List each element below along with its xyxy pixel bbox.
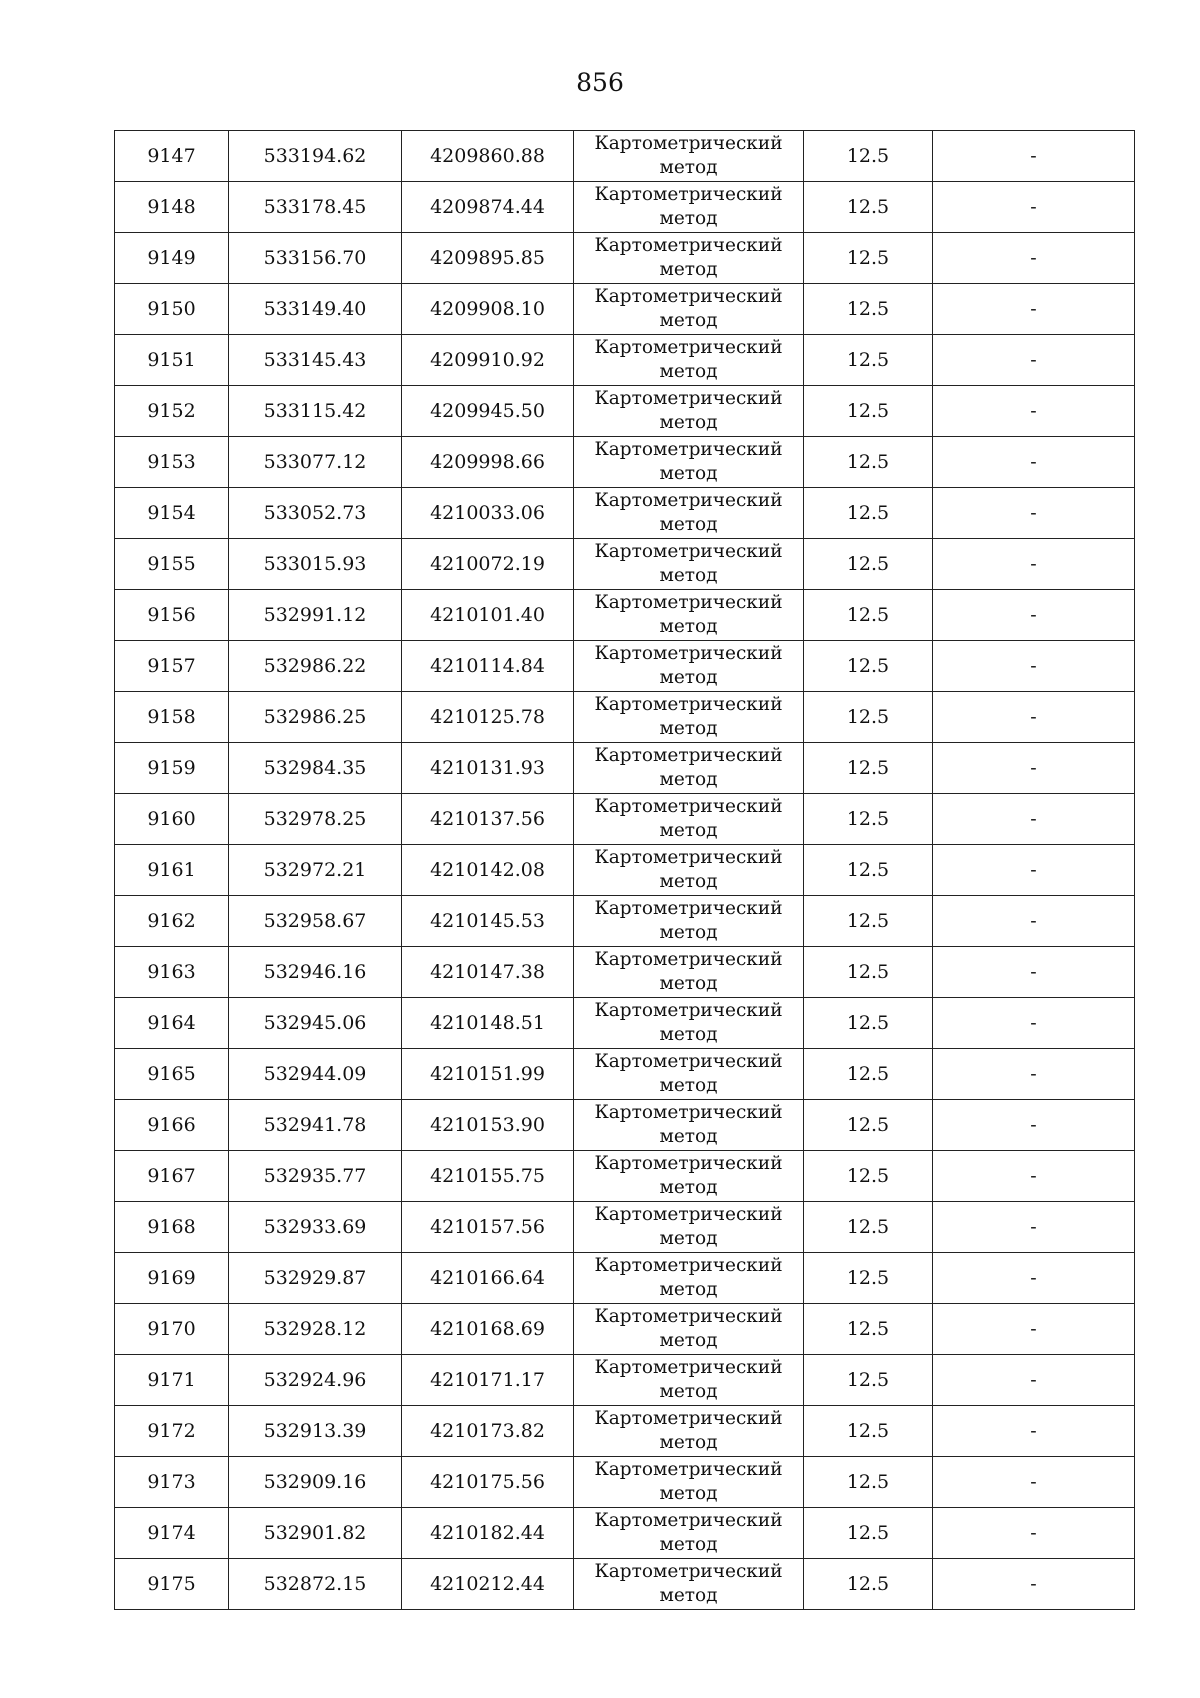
y-coordinate-cell: 4209860.88 [402, 131, 574, 182]
method-cell [574, 1457, 804, 1508]
method-text-line: метод [659, 1177, 718, 1198]
table-row [115, 692, 1135, 743]
point-number-cell: 9158 [115, 692, 229, 743]
method-text-line: метод [659, 1585, 718, 1606]
point-number-cell: 9157 [115, 641, 229, 692]
point-number-cell: 9153 [115, 437, 229, 488]
note-cell: - [933, 182, 1135, 233]
x-coordinate-cell: 533194.62 [229, 131, 402, 182]
table-row [115, 1049, 1135, 1100]
method-text-line: метод [659, 565, 718, 586]
point-number-cell: 9152 [115, 386, 229, 437]
table-row [115, 998, 1135, 1049]
x-coordinate-cell: 532924.96 [229, 1355, 402, 1406]
accuracy-value-cell: 12.5 [804, 1304, 933, 1355]
accuracy-value-cell: 12.5 [804, 641, 933, 692]
note-cell: - [933, 1406, 1135, 1457]
point-number-cell: 9155 [115, 539, 229, 590]
table-row [115, 488, 1135, 539]
y-coordinate-cell: 4210131.93 [402, 743, 574, 794]
point-number-cell: 9170 [115, 1304, 229, 1355]
y-coordinate-cell: 4210173.82 [402, 1406, 574, 1457]
y-coordinate-cell: 4210033.06 [402, 488, 574, 539]
method-text-line: метод [659, 1075, 718, 1096]
table-row [115, 743, 1135, 794]
note-cell: - [933, 1355, 1135, 1406]
point-number-cell: 9159 [115, 743, 229, 794]
table-body [115, 131, 1135, 1610]
method-text-line: Картометрический [594, 1306, 783, 1327]
method-text-line: метод [659, 820, 718, 841]
point-number-cell: 9166 [115, 1100, 229, 1151]
y-coordinate-cell: 4210157.56 [402, 1202, 574, 1253]
accuracy-value-cell: 12.5 [804, 1202, 933, 1253]
y-coordinate-cell: 4210153.90 [402, 1100, 574, 1151]
method-text-line: Картометрический [594, 1408, 783, 1429]
table-row [115, 1202, 1135, 1253]
table-row [115, 1253, 1135, 1304]
method-text-line: метод [659, 259, 718, 280]
y-coordinate-cell: 4209945.50 [402, 386, 574, 437]
x-coordinate-cell: 532946.16 [229, 947, 402, 998]
point-number-cell: 9148 [115, 182, 229, 233]
x-coordinate-cell: 532945.06 [229, 998, 402, 1049]
method-cell [574, 182, 804, 233]
point-number-cell: 9150 [115, 284, 229, 335]
y-coordinate-cell: 4209895.85 [402, 233, 574, 284]
x-coordinate-cell: 532935.77 [229, 1151, 402, 1202]
method-text-line: метод [659, 1228, 718, 1249]
note-cell: - [933, 743, 1135, 794]
x-coordinate-cell: 532929.87 [229, 1253, 402, 1304]
method-cell [574, 896, 804, 947]
x-coordinate-cell: 532978.25 [229, 794, 402, 845]
x-coordinate-cell: 532986.22 [229, 641, 402, 692]
method-text-line: Картометрический [594, 1051, 783, 1072]
method-text-line: Картометрический [594, 1510, 783, 1531]
method-cell [574, 1304, 804, 1355]
method-text-line: Картометрический [594, 133, 783, 154]
table-row [115, 539, 1135, 590]
method-text-line: метод [659, 1381, 718, 1402]
method-text-line: метод [659, 1024, 718, 1045]
accuracy-value-cell: 12.5 [804, 590, 933, 641]
note-cell: - [933, 437, 1135, 488]
point-number-cell: 9167 [115, 1151, 229, 1202]
method-text-line: Картометрический [594, 1255, 783, 1276]
accuracy-value-cell: 12.5 [804, 1457, 933, 1508]
y-coordinate-cell: 4210148.51 [402, 998, 574, 1049]
point-number-cell: 9171 [115, 1355, 229, 1406]
method-text-line: метод [659, 1126, 718, 1147]
method-text-line: метод [659, 361, 718, 382]
y-coordinate-cell: 4210155.75 [402, 1151, 574, 1202]
x-coordinate-cell: 532901.82 [229, 1508, 402, 1559]
note-cell: - [933, 1151, 1135, 1202]
method-cell [574, 1559, 804, 1610]
accuracy-value-cell: 12.5 [804, 488, 933, 539]
table-row [115, 1508, 1135, 1559]
accuracy-value-cell: 12.5 [804, 1406, 933, 1457]
method-cell [574, 1355, 804, 1406]
x-coordinate-cell: 532928.12 [229, 1304, 402, 1355]
method-text-line: Картометрический [594, 490, 783, 511]
method-cell [574, 1100, 804, 1151]
x-coordinate-cell: 532986.25 [229, 692, 402, 743]
method-cell [574, 1049, 804, 1100]
y-coordinate-cell: 4210166.64 [402, 1253, 574, 1304]
method-text-line: метод [659, 871, 718, 892]
accuracy-value-cell: 12.5 [804, 1100, 933, 1151]
page-number: 856 [576, 68, 624, 97]
method-text-line: Картометрический [594, 1459, 783, 1480]
accuracy-value-cell: 12.5 [804, 1253, 933, 1304]
method-cell [574, 845, 804, 896]
method-text-line: Картометрический [594, 1153, 783, 1174]
point-number-cell: 9172 [115, 1406, 229, 1457]
table-row [115, 131, 1135, 182]
method-cell [574, 692, 804, 743]
coordinates-table [114, 130, 1135, 1610]
point-number-cell: 9165 [115, 1049, 229, 1100]
note-cell: - [933, 1049, 1135, 1100]
x-coordinate-cell: 532872.15 [229, 1559, 402, 1610]
table-row [115, 182, 1135, 233]
point-number-cell: 9162 [115, 896, 229, 947]
accuracy-value-cell: 12.5 [804, 947, 933, 998]
x-coordinate-cell: 532933.69 [229, 1202, 402, 1253]
y-coordinate-cell: 4210151.99 [402, 1049, 574, 1100]
x-coordinate-cell: 533178.45 [229, 182, 402, 233]
accuracy-value-cell: 12.5 [804, 1559, 933, 1610]
point-number-cell: 9154 [115, 488, 229, 539]
table-row [115, 794, 1135, 845]
table-row [115, 1304, 1135, 1355]
method-text-line: Картометрический [594, 1204, 783, 1225]
method-text-line: Картометрический [594, 337, 783, 358]
point-number-cell: 9174 [115, 1508, 229, 1559]
method-text-line: Картометрический [594, 184, 783, 205]
note-cell: - [933, 131, 1135, 182]
y-coordinate-cell: 4210145.53 [402, 896, 574, 947]
x-coordinate-cell: 533145.43 [229, 335, 402, 386]
method-text-line: Картометрический [594, 898, 783, 919]
method-cell [574, 641, 804, 692]
accuracy-value-cell: 12.5 [804, 233, 933, 284]
table-row [115, 1151, 1135, 1202]
method-text-line: метод [659, 616, 718, 637]
table-row [115, 1355, 1135, 1406]
table-row [115, 590, 1135, 641]
method-text-line: Картометрический [594, 592, 783, 613]
x-coordinate-cell: 533052.73 [229, 488, 402, 539]
note-cell: - [933, 1508, 1135, 1559]
x-coordinate-cell: 532941.78 [229, 1100, 402, 1151]
x-coordinate-cell: 532913.39 [229, 1406, 402, 1457]
note-cell: - [933, 1559, 1135, 1610]
method-text-line: метод [659, 973, 718, 994]
method-text-line: метод [659, 157, 718, 178]
method-text-line: Картометрический [594, 1102, 783, 1123]
note-cell: - [933, 488, 1135, 539]
method-text-line: метод [659, 208, 718, 229]
note-cell: - [933, 896, 1135, 947]
accuracy-value-cell: 12.5 [804, 335, 933, 386]
x-coordinate-cell: 533115.42 [229, 386, 402, 437]
table-row [115, 233, 1135, 284]
table-row [115, 1457, 1135, 1508]
accuracy-value-cell: 12.5 [804, 896, 933, 947]
accuracy-value-cell: 12.5 [804, 1355, 933, 1406]
accuracy-value-cell: 12.5 [804, 284, 933, 335]
point-number-cell: 9147 [115, 131, 229, 182]
note-cell: - [933, 1100, 1135, 1151]
accuracy-value-cell: 12.5 [804, 743, 933, 794]
x-coordinate-cell: 532944.09 [229, 1049, 402, 1100]
table-row [115, 284, 1135, 335]
y-coordinate-cell: 4210137.56 [402, 794, 574, 845]
accuracy-value-cell: 12.5 [804, 998, 933, 1049]
x-coordinate-cell: 532909.16 [229, 1457, 402, 1508]
accuracy-value-cell: 12.5 [804, 1508, 933, 1559]
point-number-cell: 9164 [115, 998, 229, 1049]
y-coordinate-cell: 4209874.44 [402, 182, 574, 233]
method-text-line: Картометрический [594, 643, 783, 664]
table-row [115, 1559, 1135, 1610]
table-row [115, 335, 1135, 386]
method-cell [574, 233, 804, 284]
method-cell [574, 1253, 804, 1304]
accuracy-value-cell: 12.5 [804, 1151, 933, 1202]
y-coordinate-cell: 4210168.69 [402, 1304, 574, 1355]
method-cell [574, 131, 804, 182]
point-number-cell: 9169 [115, 1253, 229, 1304]
method-text-line: метод [659, 514, 718, 535]
accuracy-value-cell: 12.5 [804, 692, 933, 743]
y-coordinate-cell: 4210101.40 [402, 590, 574, 641]
note-cell: - [933, 947, 1135, 998]
method-text-line: Картометрический [594, 1561, 783, 1582]
y-coordinate-cell: 4209908.10 [402, 284, 574, 335]
method-text-line: метод [659, 1330, 718, 1351]
method-text-line: метод [659, 922, 718, 943]
point-number-cell: 9151 [115, 335, 229, 386]
x-coordinate-cell: 532958.67 [229, 896, 402, 947]
method-cell [574, 335, 804, 386]
y-coordinate-cell: 4209998.66 [402, 437, 574, 488]
table-row [115, 641, 1135, 692]
table-row [115, 947, 1135, 998]
accuracy-value-cell: 12.5 [804, 1049, 933, 1100]
y-coordinate-cell: 4210175.56 [402, 1457, 574, 1508]
method-cell [574, 998, 804, 1049]
accuracy-value-cell: 12.5 [804, 845, 933, 896]
method-cell [574, 1202, 804, 1253]
method-cell [574, 284, 804, 335]
method-cell [574, 437, 804, 488]
method-text-line: метод [659, 667, 718, 688]
note-cell: - [933, 335, 1135, 386]
y-coordinate-cell: 4210171.17 [402, 1355, 574, 1406]
note-cell: - [933, 539, 1135, 590]
note-cell: - [933, 590, 1135, 641]
table-row [115, 896, 1135, 947]
method-text-line: метод [659, 1483, 718, 1504]
method-cell [574, 1508, 804, 1559]
point-number-cell: 9163 [115, 947, 229, 998]
method-text-line: Картометрический [594, 1357, 783, 1378]
y-coordinate-cell: 4210147.38 [402, 947, 574, 998]
note-cell: - [933, 386, 1135, 437]
y-coordinate-cell: 4210142.08 [402, 845, 574, 896]
note-cell: - [933, 692, 1135, 743]
table-row [115, 386, 1135, 437]
method-text-line: метод [659, 412, 718, 433]
method-text-line: Картометрический [594, 439, 783, 460]
method-text-line: Картометрический [594, 796, 783, 817]
method-text-line: Картометрический [594, 745, 783, 766]
accuracy-value-cell: 12.5 [804, 794, 933, 845]
accuracy-value-cell: 12.5 [804, 131, 933, 182]
table-row [115, 1406, 1135, 1457]
note-cell: - [933, 998, 1135, 1049]
method-text-line: Картометрический [594, 1000, 783, 1021]
method-text-line: Картометрический [594, 847, 783, 868]
note-cell: - [933, 1202, 1135, 1253]
x-coordinate-cell: 532984.35 [229, 743, 402, 794]
point-number-cell: 9156 [115, 590, 229, 641]
method-cell [574, 743, 804, 794]
y-coordinate-cell: 4210114.84 [402, 641, 574, 692]
method-text-line: метод [659, 463, 718, 484]
note-cell: - [933, 794, 1135, 845]
x-coordinate-cell: 533015.93 [229, 539, 402, 590]
method-text-line: метод [659, 769, 718, 790]
note-cell: - [933, 1304, 1135, 1355]
y-coordinate-cell: 4210072.19 [402, 539, 574, 590]
method-cell [574, 794, 804, 845]
table-row [115, 1100, 1135, 1151]
accuracy-value-cell: 12.5 [804, 182, 933, 233]
method-text-line: Картометрический [594, 388, 783, 409]
method-cell [574, 386, 804, 437]
method-text-line: метод [659, 718, 718, 739]
method-cell [574, 539, 804, 590]
method-text-line: Картометрический [594, 949, 783, 970]
method-text-line: Картометрический [594, 541, 783, 562]
note-cell: - [933, 233, 1135, 284]
note-cell: - [933, 284, 1135, 335]
y-coordinate-cell: 4210182.44 [402, 1508, 574, 1559]
accuracy-value-cell: 12.5 [804, 386, 933, 437]
method-cell [574, 590, 804, 641]
y-coordinate-cell: 4210212.44 [402, 1559, 574, 1610]
point-number-cell: 9161 [115, 845, 229, 896]
method-cell [574, 1151, 804, 1202]
y-coordinate-cell: 4210125.78 [402, 692, 574, 743]
method-text-line: Картометрический [594, 286, 783, 307]
note-cell: - [933, 845, 1135, 896]
x-coordinate-cell: 533156.70 [229, 233, 402, 284]
method-text-line: метод [659, 310, 718, 331]
note-cell: - [933, 1457, 1135, 1508]
x-coordinate-cell: 532991.12 [229, 590, 402, 641]
method-cell [574, 947, 804, 998]
method-text-line: Картометрический [594, 694, 783, 715]
accuracy-value-cell: 12.5 [804, 539, 933, 590]
note-cell: - [933, 641, 1135, 692]
x-coordinate-cell: 533149.40 [229, 284, 402, 335]
point-number-cell: 9160 [115, 794, 229, 845]
method-cell [574, 488, 804, 539]
note-cell: - [933, 1253, 1135, 1304]
point-number-cell: 9175 [115, 1559, 229, 1610]
point-number-cell: 9149 [115, 233, 229, 284]
point-number-cell: 9168 [115, 1202, 229, 1253]
x-coordinate-cell: 532972.21 [229, 845, 402, 896]
table-row [115, 845, 1135, 896]
method-text-line: метод [659, 1279, 718, 1300]
method-text-line: Картометрический [594, 235, 783, 256]
table-row [115, 437, 1135, 488]
method-text-line: метод [659, 1432, 718, 1453]
accuracy-value-cell: 12.5 [804, 437, 933, 488]
method-text-line: метод [659, 1534, 718, 1555]
y-coordinate-cell: 4209910.92 [402, 335, 574, 386]
x-coordinate-cell: 533077.12 [229, 437, 402, 488]
point-number-cell: 9173 [115, 1457, 229, 1508]
method-cell [574, 1406, 804, 1457]
